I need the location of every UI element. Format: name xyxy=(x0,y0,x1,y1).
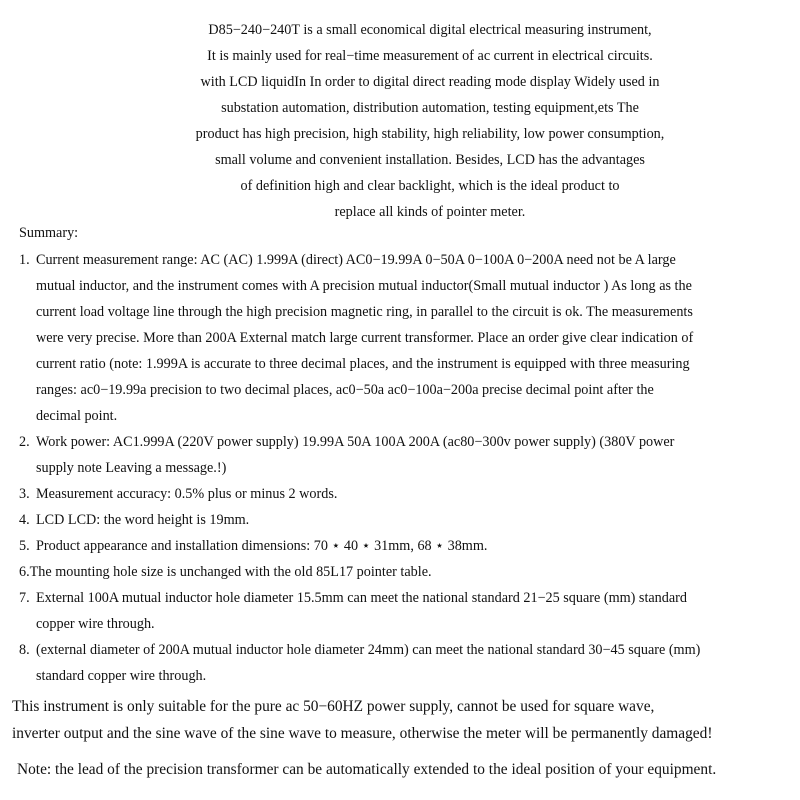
list-item-5 xyxy=(19,533,779,559)
warning-line: This instrument is only suitable for the pure ac 50−60HZ power supply, cannot be used for square wave, xyxy=(12,698,655,715)
list-item-line: decimal point. xyxy=(36,408,118,424)
list-item-number: 2. xyxy=(19,434,30,450)
intro-line: substation automation, distribution automation, testing equipment,ets The xyxy=(221,100,639,116)
list-item-2 xyxy=(19,429,779,481)
list-item-6 xyxy=(19,559,779,585)
list-item-line: LCD LCD: the word height is 19mm. xyxy=(36,512,250,528)
list-item-7 xyxy=(19,585,779,637)
summary-heading: Summary: xyxy=(19,225,79,241)
intro-line: It is mainly used for real−time measurement of ac current in electrical circuits. xyxy=(207,48,653,64)
list-item-number: 5. xyxy=(19,538,30,554)
list-item-line: Product appearance and installation dimensions: 70 ⋆ 40 ⋆ 31mm, 68 ⋆ 38mm. xyxy=(36,538,488,554)
warning-paragraph xyxy=(12,693,792,747)
list-item-line: Measurement accuracy: 0.5% plus or minus 2 words. xyxy=(36,486,338,502)
list-item-line: were very precise. More than 200A External match large current transformer. Place an order give clear indication of xyxy=(36,330,694,346)
list-item-1 xyxy=(19,247,779,429)
list-item-line: copper wire through. xyxy=(36,616,155,632)
list-item-line: current ratio (note: 1.999A is accurate to three decimal places, and the instrument is equipped with three measuring xyxy=(36,356,690,372)
list-item-line: External 100A mutual inductor hole diameter 15.5mm can meet the national standard 21−25 square (mm) standard xyxy=(36,590,687,606)
list-item-number: 1. xyxy=(19,252,30,268)
list-item-line: standard copper wire through. xyxy=(36,668,207,684)
intro-line: product has high precision, high stability, high reliability, low power consumption, xyxy=(195,126,665,142)
intro-line: with LCD liquidIn In order to digital direct reading mode display Widely used in xyxy=(200,74,660,90)
intro-line: D85−240−240T is a small economical digital electrical measuring instrument, xyxy=(208,22,652,38)
list-item-number: 6. xyxy=(19,564,30,580)
list-item-3 xyxy=(19,481,779,507)
list-item-number: 4. xyxy=(19,512,30,528)
list-item-line: (external diameter of 200A mutual inductor hole diameter 24mm) can meet the national standard 30−45 square (mm) xyxy=(36,642,701,658)
intro-paragraph xyxy=(100,17,760,225)
list-item-4 xyxy=(19,507,779,533)
intro-line: small volume and convenient installation. Besides, LCD has the advantages xyxy=(215,152,645,168)
list-item-number: 8. xyxy=(19,642,30,658)
summary-list xyxy=(19,247,779,689)
list-item-8 xyxy=(19,637,779,689)
intro-line: of definition high and clear backlight, which is the ideal product to xyxy=(240,178,620,194)
list-item-line: ranges: ac0−19.99a precision to two decimal places, ac0−50a ac0−100a−200a precise decimal point after the xyxy=(36,382,654,398)
warning-line: inverter output and the sine wave of the sine wave to measure, otherwise the meter will be permanently damaged! xyxy=(12,725,713,742)
list-item-number: 3. xyxy=(19,486,30,502)
list-item-line: Work power: AC1.999A (220V power supply) 19.99A 50A 100A 200A (ac80−300v power supply) (380V power xyxy=(36,434,675,450)
list-item-line: The mounting hole size is unchanged with the old 85L17 pointer table. xyxy=(29,564,432,580)
list-item-line: mutual inductor, and the instrument comes with A precision mutual inductor(Small mutual inductor ) As long as the xyxy=(36,278,692,294)
note-text: Note: the lead of the precision transformer can be automatically extended to the ideal position of your equipment. xyxy=(17,761,717,778)
list-item-number: 7. xyxy=(19,590,30,606)
intro-line: replace all kinds of pointer meter. xyxy=(334,204,526,220)
list-item-line: Current measurement range: AC (AC) 1.999A (direct) AC0−19.99A 0−50A 0−100A 0−200A need not be A large xyxy=(36,252,676,268)
list-item-line: supply note Leaving a message.!) xyxy=(36,460,227,476)
list-item-line: current load voltage line through the high precision magnetic ring, in parallel to the circuit is ok. The measurements xyxy=(36,304,693,320)
